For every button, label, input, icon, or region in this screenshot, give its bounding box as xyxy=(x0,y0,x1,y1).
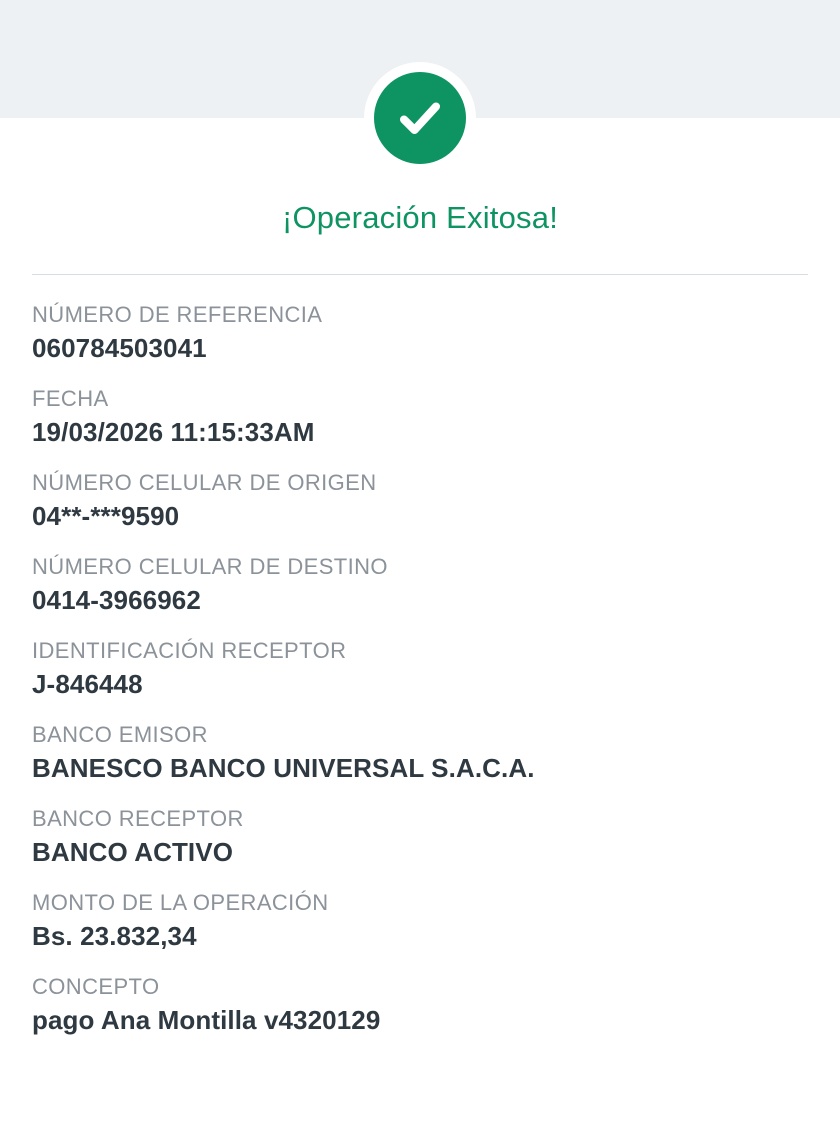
detail-label: CONCEPTO xyxy=(32,974,160,999)
detail-value: pago Ana Montilla v4320129 xyxy=(32,1005,381,1035)
detail-label: IDENTIFICACIÓN RECEPTOR xyxy=(32,638,347,663)
detail-row-receiving-bank xyxy=(32,804,808,870)
detail-value: BANESCO BANCO UNIVERSAL S.A.C.A. xyxy=(32,753,535,783)
divider xyxy=(32,274,808,275)
detail-label: NÚMERO CELULAR DE ORIGEN xyxy=(32,470,377,495)
detail-label: MONTO DE LA OPERACIÓN xyxy=(32,890,329,915)
detail-value: 0414-3966962 xyxy=(32,585,201,615)
detail-row-concept xyxy=(32,972,808,1038)
detail-row-origin-phone xyxy=(32,468,808,534)
check-circle-icon xyxy=(374,72,466,164)
detail-label: BANCO RECEPTOR xyxy=(32,806,244,831)
detail-row-destination-phone xyxy=(32,552,808,618)
page-title: ¡Operación Exitosa! xyxy=(281,200,559,235)
detail-label: NÚMERO CELULAR DE DESTINO xyxy=(32,554,388,579)
details-list xyxy=(32,300,808,1056)
detail-value: 060784503041 xyxy=(32,333,207,363)
detail-row-reference xyxy=(32,300,808,366)
detail-value: 04**-***9590 xyxy=(32,501,180,531)
detail-label: BANCO EMISOR xyxy=(32,722,208,747)
detail-row-amount xyxy=(32,888,808,954)
detail-row-receiver-id xyxy=(32,636,808,702)
detail-value: Bs. 23.832,34 xyxy=(32,921,197,951)
success-icon-wrapper xyxy=(364,62,476,174)
detail-label: FECHA xyxy=(32,386,109,411)
detail-row-issuing-bank xyxy=(32,720,808,786)
detail-value: J-846448 xyxy=(32,669,143,699)
detail-row-date xyxy=(32,384,808,450)
detail-label: NÚMERO DE REFERENCIA xyxy=(32,302,323,327)
detail-value: BANCO ACTIVO xyxy=(32,837,234,867)
detail-value: 19/03/2026 11:15:33AM xyxy=(32,417,315,447)
